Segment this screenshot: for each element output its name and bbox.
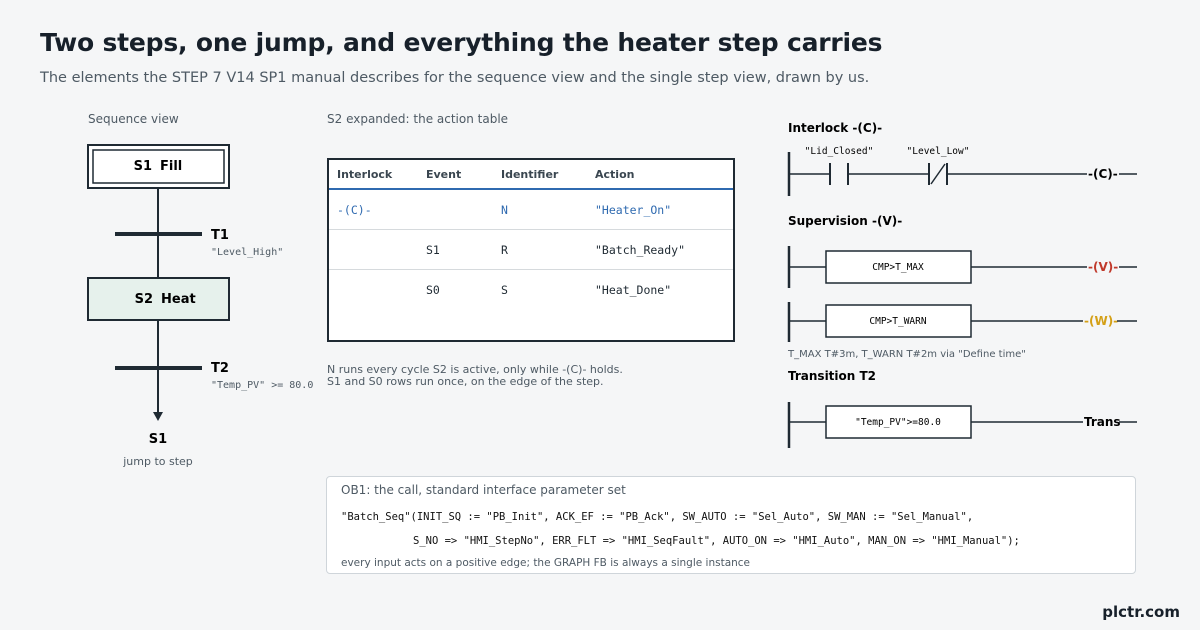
column-header-action: Action [587, 160, 733, 189]
transition-coil: Trans [1084, 415, 1121, 429]
supervision-heading: Supervision -(V)- [788, 214, 903, 228]
transition-t2-label: T2 [211, 361, 229, 376]
jump-target: S1 [148, 432, 168, 447]
compare-temp-label: "Temp_PV">=80.0 [855, 417, 941, 428]
column-header-identifier: Identifier [493, 160, 587, 189]
sequence-view-heading: Sequence view [88, 112, 179, 126]
cell-identifier: S [501, 282, 508, 297]
table-row[interactable] [329, 230, 733, 270]
cell-action: "Batch_Ready" [587, 230, 733, 270]
compare-t-max-label: CMP>T_MAX [872, 262, 924, 273]
transition-t2-heading: Transition T2 [788, 369, 877, 383]
supervision-coil: -(V)- [1088, 260, 1119, 274]
supervision-note: T_MAX T#3m, T_WARN T#2m via "Define time" [788, 349, 1026, 360]
interlock-heading: Interlock -(C)- [788, 121, 883, 135]
contact-level-low-label: "Level_Low" [906, 146, 970, 157]
transition-t1-label: T1 [211, 228, 229, 243]
step-s2[interactable] [88, 278, 229, 320]
compare-t-warn-label: CMP>T_WARN [869, 316, 927, 327]
page-subtitle: The elements the STEP 7 V14 SP1 manual describes for the sequence view and the single step view, drawn by us. [40, 70, 870, 86]
warning-coil: -(W)- [1084, 314, 1119, 328]
cell-identifier: R [493, 230, 587, 270]
action-table-note-line-1: N runs every cycle S2 is active, only while -(C)- holds. [327, 363, 623, 376]
action-table [327, 158, 735, 342]
brand-logo[interactable]: plctr.com [1102, 603, 1180, 621]
action-table-header-row [329, 160, 733, 189]
cell-action: "Heater_On" [587, 189, 733, 230]
contact-lid-closed-label: "Lid_Closed" [804, 146, 874, 157]
action-table-note-line-2: S1 and S0 rows run once, on the edge of the step. [327, 375, 604, 388]
ob1-call-caption: OB1: the call, standard interface parameter set [341, 483, 626, 497]
contact-lid-closed[interactable] [830, 163, 848, 185]
cell-interlock [329, 230, 418, 270]
cell-event [418, 189, 493, 230]
contact-level-low-nc[interactable] [929, 163, 947, 185]
step-s1-name: Fill [160, 159, 183, 174]
cell-event: S0 [426, 282, 440, 297]
transition-t2-condition: "Temp_PV" >= 80.0 [211, 380, 314, 391]
jump-arrow-icon [153, 412, 163, 421]
step-s2-number: S2 [134, 292, 153, 307]
step-s1[interactable] [88, 145, 229, 188]
transition-t1-condition: "Level_High" [211, 247, 284, 258]
column-header-interlock: Interlock [329, 160, 418, 189]
page-title: Two steps, one jump, and everything the heater step carries [40, 28, 883, 57]
interlock-coil: -(C)- [1088, 167, 1118, 181]
ob1-call-code-line-2: S_NO => "HMI_StepNo", ERR_FLT => "HMI_SeqFault", AUTO_ON => "HMI_Auto", MAN_ON => "HMI_Manual"); [413, 535, 1020, 547]
step-s2-name: Heat [161, 292, 196, 307]
ob1-call-code-line-1: "Batch_Seq"(INIT_SQ := "PB_Init", ACK_EF := "PB_Ack", SW_AUTO := "Sel_Auto", SW_MAN := "Sel_Manual", [341, 511, 974, 523]
table-row[interactable] [329, 189, 733, 230]
table-row[interactable] [329, 270, 733, 310]
jump-caption: jump to step [123, 455, 193, 468]
ob1-call-note: every input acts on a positive edge; the GRAPH FB is always a single instance [341, 557, 751, 569]
ob1-call-box [326, 476, 1136, 574]
cell-event: S1 [418, 230, 493, 270]
cell-identifier: N [493, 189, 587, 230]
cell-interlock [329, 270, 418, 310]
step-s1-number: S1 [133, 159, 152, 174]
column-header-event: Event [418, 160, 493, 189]
action-table-heading: S2 expanded: the action table [327, 112, 509, 126]
cell-action: "Heat_Done" [595, 282, 672, 297]
cell-interlock: -(C)- [329, 189, 418, 230]
